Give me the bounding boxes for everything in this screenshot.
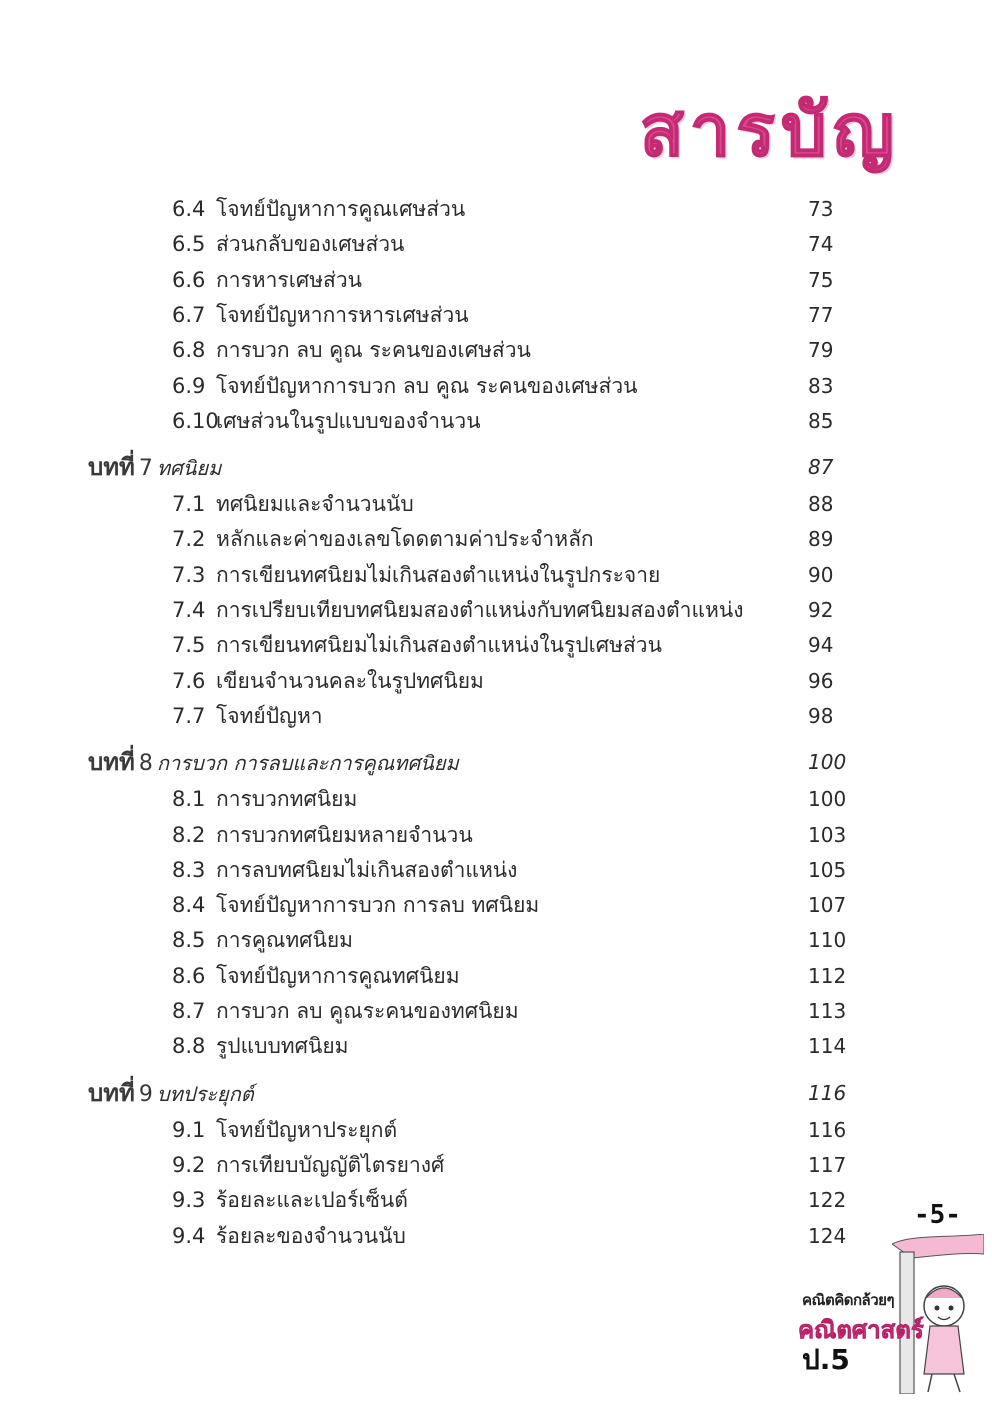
page-ref: 100 — [808, 750, 847, 775]
section-number: 6.5 — [172, 232, 206, 257]
section-number: 6.9 — [172, 373, 206, 398]
section-title: การเปรียบเทียบทศนิยมสองตำแหน่งกับทศนิยมสองตำแหน่ง — [216, 598, 744, 622]
toc-entry — [172, 227, 404, 261]
page-ref: 113 — [808, 999, 847, 1023]
toc-entry — [172, 263, 362, 297]
section-title: การเขียนทศนิยมไม่เกินสองตำแหน่งในรูปเศษส่วน — [216, 633, 662, 658]
toc-entry — [172, 404, 481, 438]
page-ref: 98 — [808, 703, 834, 728]
toc-entry — [172, 298, 469, 332]
book-badge — [794, 1198, 984, 1398]
section-title: ร้อยละและเปอร์เซ็นต์ — [216, 1188, 408, 1213]
toc-entry — [172, 558, 660, 592]
section-number: 7.4 — [172, 598, 206, 622]
section-title: การเขียนทศนิยมไม่เกินสองตำแหน่งในรูปกระจาย — [216, 562, 661, 587]
toc-entry — [172, 628, 662, 662]
chapter-title: ทศนิยม — [156, 456, 222, 481]
page-ref: 92 — [808, 598, 834, 622]
section-title: การบวก ลบ คูณระคนของทศนิยม — [216, 999, 519, 1023]
toc-entry — [172, 487, 414, 521]
page-ref: 117 — [808, 1152, 847, 1177]
section-title: ส่วนกลับของเศษส่วน — [216, 232, 405, 257]
section-number: 8.1 — [172, 787, 206, 812]
section-number: 6.4 — [172, 197, 206, 221]
chapter-number: 9 — [138, 1081, 153, 1107]
section-number: 8.8 — [172, 1034, 206, 1059]
section-number: 9.3 — [172, 1188, 206, 1213]
section-number: 6.10 — [172, 408, 219, 433]
section-number: 9.2 — [172, 1152, 206, 1177]
toc-entry — [172, 1148, 444, 1182]
toc-entry — [172, 1219, 406, 1253]
page-ref: 114 — [808, 1034, 847, 1059]
toc-entry — [172, 923, 353, 957]
section-title: การบวก ลบ คูณ ระคนของเศษส่วน — [216, 338, 531, 363]
section-title: โจทย์ปัญหาการคูณทศนิยม — [216, 963, 460, 988]
page-ref: 116 — [808, 1117, 847, 1142]
chapter-number: 7 — [138, 456, 153, 482]
toc-entry — [172, 782, 357, 816]
page-ref: 110 — [808, 928, 847, 953]
section-title: โจทย์ปัญหาการหารเศษส่วน — [216, 302, 469, 327]
section-number: 8.2 — [172, 822, 206, 847]
toc-entry — [172, 818, 473, 852]
section-title: เศษส่วนในรูปแบบของจำนวน — [216, 408, 481, 433]
section-title: โจทย์ปัญหาการบวก ลบ คูณ ระคนของเศษส่วน — [216, 373, 638, 398]
toc-entry — [172, 699, 323, 733]
section-number: 8.5 — [172, 928, 206, 953]
section-number: 7.7 — [172, 703, 206, 728]
page-ref: 75 — [808, 267, 834, 292]
chapter-title: การบวก การลบและการคูณทศนิยม — [156, 751, 459, 776]
page-ref: 112 — [808, 963, 847, 988]
grade-label: ป.5 — [802, 1343, 850, 1376]
page-ref: 122 — [808, 1188, 847, 1213]
section-title: รูปแบบทศนิยม — [216, 1034, 349, 1059]
section-title: เขียนจำนวนคละในรูปทศนิยม — [216, 668, 484, 693]
page-ref: 90 — [808, 562, 834, 587]
page-ref: 107 — [808, 893, 847, 918]
toc-entry — [172, 369, 637, 403]
page-ref: 105 — [808, 857, 847, 882]
page-ref: 87 — [808, 455, 834, 480]
page-ref: 88 — [808, 492, 834, 517]
section-number: 8.3 — [172, 857, 206, 882]
page-ref: 100 — [808, 787, 847, 812]
toc-entry — [172, 1113, 397, 1147]
section-number: 6.6 — [172, 267, 206, 292]
page-ref: 85 — [808, 408, 834, 433]
chapter-heading — [88, 450, 221, 484]
page-number: -5- — [914, 1200, 961, 1230]
toc-entry — [172, 664, 484, 698]
section-number: 8.4 — [172, 893, 206, 918]
section-title: โจทย์ปัญหาประยุกต์ — [216, 1117, 398, 1142]
section-number: 7.6 — [172, 668, 206, 693]
section-number: 6.8 — [172, 338, 206, 363]
section-title: การบวกทศนิยมหลายจำนวน — [216, 822, 473, 847]
page-ref: 77 — [808, 302, 834, 327]
page-ref: 74 — [808, 232, 834, 257]
toc-entry — [172, 853, 517, 887]
page-ref: 83 — [808, 373, 834, 398]
chapter-number: 8 — [138, 751, 153, 777]
series-name: คณิตคิดกล้วยๆ — [802, 1291, 895, 1309]
section-number: 7.1 — [172, 492, 206, 517]
chapter-label: บทที่ — [88, 1077, 135, 1107]
section-title: โจทย์ปัญหา — [216, 703, 323, 728]
section-title: โจทย์ปัญหาการคูณเศษส่วน — [216, 197, 466, 221]
section-number: 7.2 — [172, 527, 206, 552]
section-title: การลบทศนิยมไม่เกินสองตำแหน่ง — [216, 857, 518, 882]
page-ref: 73 — [808, 197, 834, 221]
toc-entry — [172, 192, 465, 226]
section-number: 9.1 — [172, 1117, 206, 1142]
section-number: 8.7 — [172, 999, 206, 1023]
section-number: 6.7 — [172, 302, 206, 327]
page-ref: 124 — [808, 1223, 847, 1248]
toc-entry — [172, 1029, 348, 1063]
section-title: ร้อยละของจำนวนนับ — [216, 1223, 406, 1248]
section-number: 8.6 — [172, 963, 206, 988]
page-ref: 103 — [808, 822, 847, 847]
section-number: 7.3 — [172, 562, 206, 587]
chapter-label: บทที่ — [88, 452, 135, 482]
page-ref: 94 — [808, 633, 834, 658]
section-title: การเทียบบัญญัติไตรยางศ์ — [216, 1152, 445, 1177]
chapter-label: บทที่ — [88, 747, 135, 777]
section-title: โจทย์ปัญหาการบวก การลบ ทศนิยม — [216, 893, 540, 918]
book-title: คณิตศาสตร์ — [798, 1316, 924, 1344]
page-title: สารบัญ — [639, 87, 900, 172]
section-number: 7.5 — [172, 633, 206, 658]
chapter-title: บทประยุกต์ — [156, 1081, 254, 1106]
chapter-heading — [88, 1076, 254, 1110]
chapter-heading — [88, 745, 459, 779]
toc-entry — [172, 888, 539, 922]
toc-entry — [172, 333, 531, 367]
page-ref: 96 — [808, 668, 834, 693]
page-ref: 89 — [808, 527, 834, 552]
section-title: การคูณทศนิยม — [216, 928, 353, 953]
section-number: 9.4 — [172, 1223, 206, 1248]
toc-entry — [172, 959, 460, 993]
section-title: ทศนิยมและจำนวนนับ — [216, 492, 414, 517]
section-title: การหารเศษส่วน — [216, 267, 363, 292]
toc-entry — [172, 1183, 408, 1217]
page-ref: 79 — [808, 338, 834, 363]
section-title: หลักและค่าของเลขโดดตามค่าประจำหลัก — [216, 527, 594, 552]
page-ref: 116 — [808, 1080, 847, 1105]
section-title: การบวกทศนิยม — [216, 787, 358, 812]
toc-entry — [172, 522, 594, 556]
toc-entry — [172, 593, 743, 627]
toc-entry — [172, 994, 519, 1028]
